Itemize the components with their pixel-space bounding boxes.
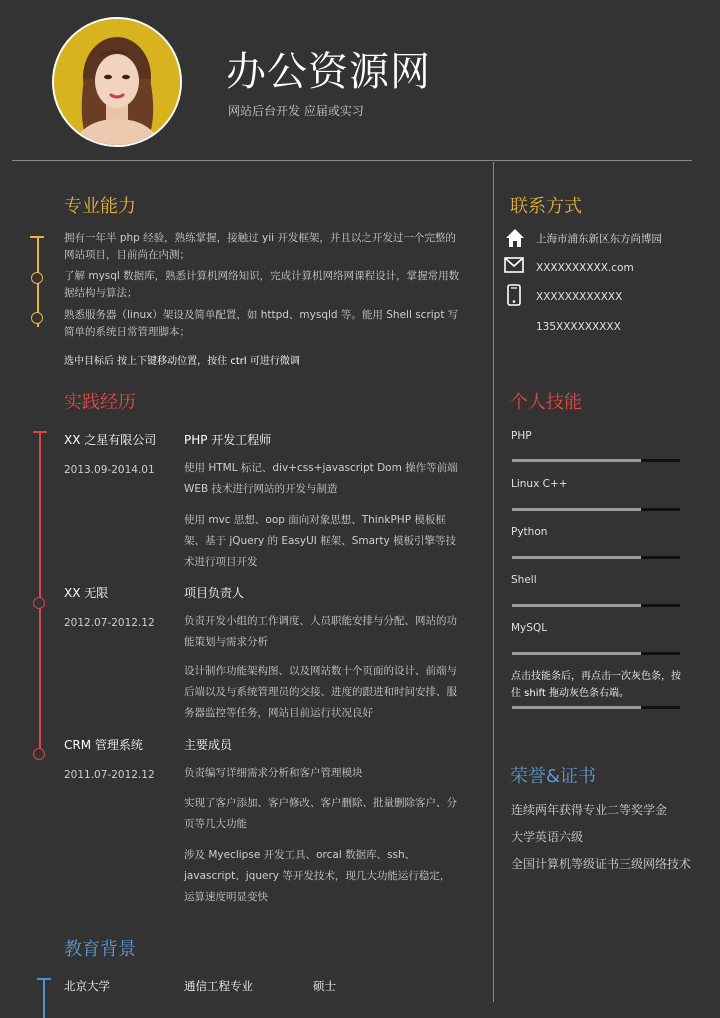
skill-bar-hint: 点击技能条后，再点击一次灰色条，按住 shift 拖动灰色条右端。 xyxy=(511,671,681,699)
school-name: 北京大学 xyxy=(64,979,110,993)
company-name: CRM 管理系统 xyxy=(64,738,143,752)
timeline-dot xyxy=(33,748,45,760)
skill-label: Shell xyxy=(511,574,537,586)
honor-item: 大学英语六级 xyxy=(511,830,584,844)
job-desc: 负责开发小组的工作调度、人员职能安排与分配、网站的功能策划与需求分析 xyxy=(184,615,457,648)
skill-item: 了解 mysql 数据库，熟悉计算机网络知识，完成计算机网络网课程设计，掌握常用数据结构与算法； xyxy=(64,270,460,299)
skill-bar-fill[interactable] xyxy=(512,652,641,655)
timeline-dot xyxy=(31,312,43,324)
job-desc: 设计制作功能架构图、以及网站数十个页面的设计、前端与后端以及与系统管理员的交接、进度的跟进和时间安排、服务器监控等任务，网站目前运行状况良好 xyxy=(184,665,457,719)
skill-bar-fill[interactable] xyxy=(512,604,641,607)
skill-item: 熟悉服务器（linux）架设及简单配置，如 httpd、mysqld 等。能用 Shell script 写简单的系统日常管理脚本； xyxy=(64,309,459,338)
job-role: PHP 开发工程师 xyxy=(184,433,272,447)
skill-label: Linux C++ xyxy=(511,478,568,490)
company-name: XX 无限 xyxy=(64,586,109,600)
skill-bar[interactable] xyxy=(512,508,680,511)
job-role: 主要成员 xyxy=(184,738,233,752)
skill-bar[interactable] xyxy=(512,604,680,607)
skill-bar-fill[interactable] xyxy=(512,706,641,709)
job-role: 项目负责人 xyxy=(184,586,245,600)
skill-label: MySQL xyxy=(511,622,548,634)
skill-label: Python xyxy=(511,526,548,538)
contact-section-title: 联系方式 xyxy=(510,196,582,217)
skill-bar[interactable] xyxy=(512,652,680,655)
column-divider xyxy=(493,162,494,1002)
header-divider xyxy=(12,160,692,161)
phone-icon xyxy=(507,284,521,306)
timeline-dot xyxy=(31,272,43,284)
skills-section-title: 专业能力 xyxy=(64,196,136,217)
skill-bar-fill[interactable] xyxy=(512,459,641,462)
personal-skills-section-title: 个人技能 xyxy=(510,392,582,413)
edit-hint: 选中目标后 按上下键移动位置，按住 ctrl 可进行微调 xyxy=(64,356,300,367)
skill-bar[interactable] xyxy=(512,556,680,559)
date-range: 2011.07-2012.12 xyxy=(64,769,155,781)
honor-item: 连续两年获得专业二等奖学金 xyxy=(511,803,668,817)
job-desc: 使用 HTML 标记、div+css+javascript Dom 操作等前端 WEB 技术进行网站的开发与制造 xyxy=(184,462,458,495)
honor-item: 全国计算机等级证书三级网络技术 xyxy=(511,857,692,871)
job-subtitle: 网站后台开发 应届或实习 xyxy=(228,104,364,118)
skill-item: 拥有一年半 php 经验，熟练掌握，接触过 yii 开发框架，并且以之开发过一个完整的网站项目，目前尚在内测； xyxy=(64,232,456,261)
skill-bar-fill[interactable] xyxy=(512,556,641,559)
page-title: 办公资源网 xyxy=(226,49,431,95)
job-desc: 实现了客户添加、客户修改、客户删除、批量删除客户、分页等几大功能 xyxy=(184,797,457,830)
experience-section-title: 实践经历 xyxy=(64,392,136,413)
date-range: 2012.07-2012.12 xyxy=(64,617,155,629)
address-text: 上海市浦东新区东方尚博园 xyxy=(536,233,662,245)
email-text: XXXXXXXXXX.com xyxy=(536,262,634,274)
qq-text: 135XXXXXXXXX xyxy=(536,321,621,333)
job-desc: 使用 mvc 思想、oop 面向对象思想、ThinkPHP 模板框架、基于 jQuery 的 EasyUI 框架、Smarty 模板引擎等技术进行项目开发 xyxy=(184,514,457,568)
date-range: 2013.09-2014.01 xyxy=(64,464,155,476)
phone-text: XXXXXXXXXXXX xyxy=(536,291,623,303)
job-desc: 负责编写详细需求分析和客户管理模块 xyxy=(184,767,363,779)
degree: 硕士 xyxy=(313,979,336,993)
skill-bar[interactable] xyxy=(512,459,680,462)
home-icon xyxy=(505,228,525,248)
skill-bar[interactable] xyxy=(512,706,680,709)
company-name: XX 之星有限公司 xyxy=(64,433,157,447)
education-section-title: 教育背景 xyxy=(64,939,136,960)
skill-bar-fill[interactable] xyxy=(512,508,641,511)
timeline-line xyxy=(39,432,41,758)
job-desc: 涉及 Myeclipse 开发工具、orcal 数据库、ssh、javascript、jquery 等开发技术，现几大功能运行稳定，运算速度明显变快 xyxy=(184,849,451,903)
skill-label: PHP xyxy=(511,430,532,442)
major: 通信工程专业 xyxy=(184,979,253,993)
avatar xyxy=(52,17,182,147)
mail-icon xyxy=(504,257,524,273)
honors-section-title: 荣誉&证书 xyxy=(510,766,597,787)
timeline-line xyxy=(43,979,45,1018)
timeline-dot xyxy=(33,597,45,609)
